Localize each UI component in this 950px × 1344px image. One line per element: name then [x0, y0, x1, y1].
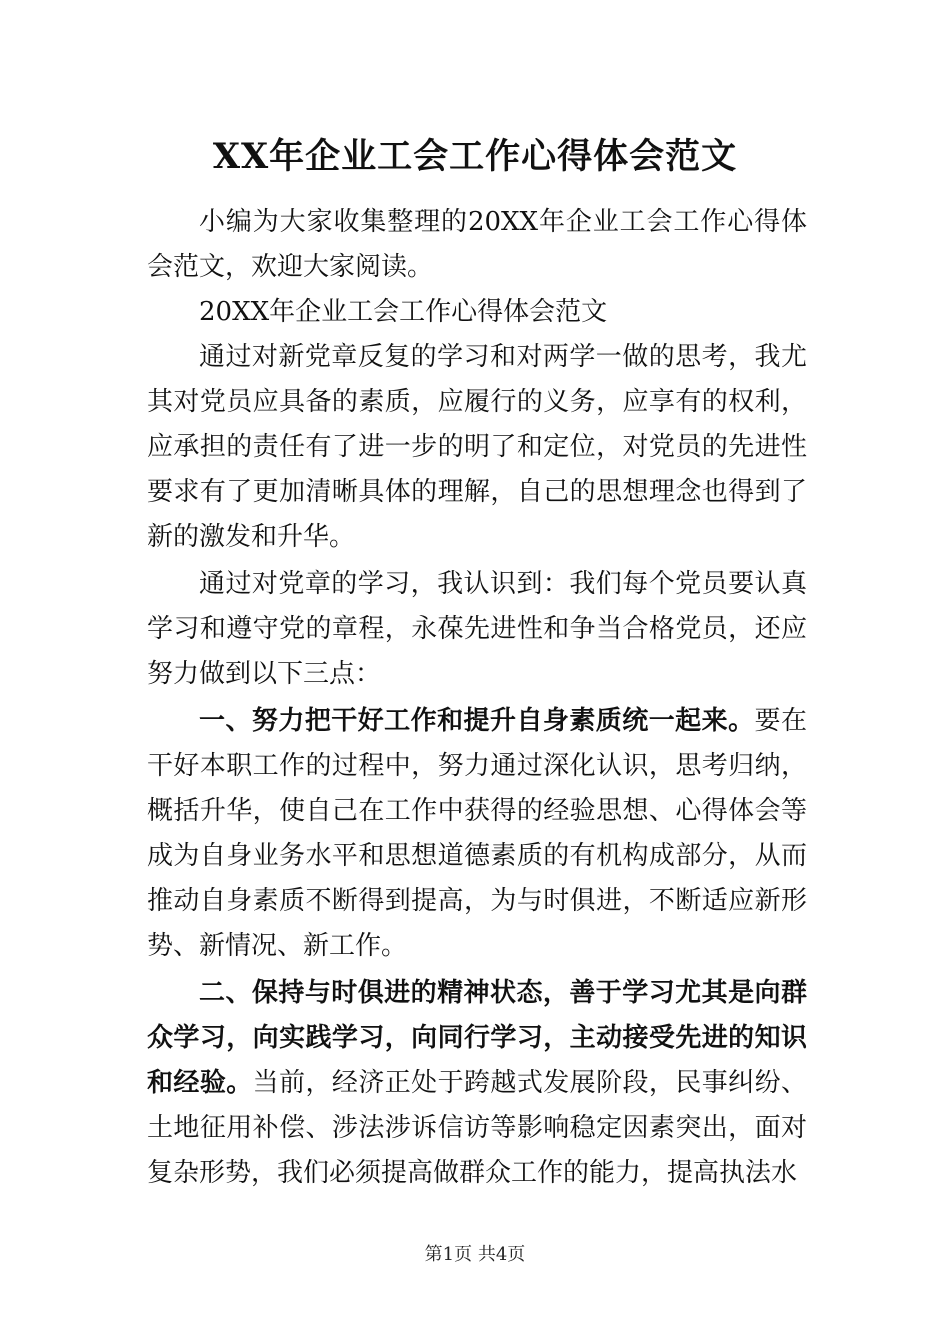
page-footer: 第1页 共4页 — [424, 1244, 526, 1265]
document-body — [147, 200, 807, 1196]
point-1-body: 要在干好本职工作的过程中，努力通过深化认识，思考归纳，概括升华，使自己在工作中获得的经验思想、心得体会等成为自身业务水平和思想道德素质的有机构成部分，从而推动自身素质不断得到提高，为与时俱进，不断适应新形势、新情况、新工作。 — [147, 706, 807, 961]
body-paragraph-2: 通过对党章的学习，我认识到：我们每个党员要认真学习和遵守党的章程，永葆先进性和争当合格党员，还应努力做到以下三点： — [147, 569, 807, 689]
subtitle-paragraph: 20XX年企业工会工作心得体会范文 — [199, 297, 608, 327]
point-1-heading: 一、努力把干好工作和提升自身素质统一起来。 — [199, 706, 755, 736]
document-title: XX年企业工会工作心得体会范文 — [212, 136, 738, 177]
intro-paragraph: 小编为大家收集整理的20XX年企业工会工作心得体会范文，欢迎大家阅读。 — [147, 207, 807, 282]
point-2-body: 当前，经济正处于跨越式发展阶段，民事纠纷、土地征用补偿、涉法涉诉信访等影响稳定因素突出，面对复杂形势，我们必须提高做群众工作的能力，提高执法水 — [147, 1068, 807, 1188]
point-2-paragraph — [147, 971, 807, 1196]
body-paragraph-1: 通过对新党章反复的学习和对两学一做的思考，我尤其对党员应具备的素质，应履行的义务，应享有的权利，应承担的责任有了进一步的明了和定位，对党员的先进性要求有了更加清晰具体的理解，自己的思想理念也得到了新的激发和升华。 — [147, 342, 807, 552]
point-2-heading: 二、保持与时俱进的精神状态，善于学习尤其是向群众学习，向实践学习，向同行学习，主动接受先进的知识和经验。 — [147, 978, 807, 1098]
point-1-paragraph — [147, 699, 807, 969]
